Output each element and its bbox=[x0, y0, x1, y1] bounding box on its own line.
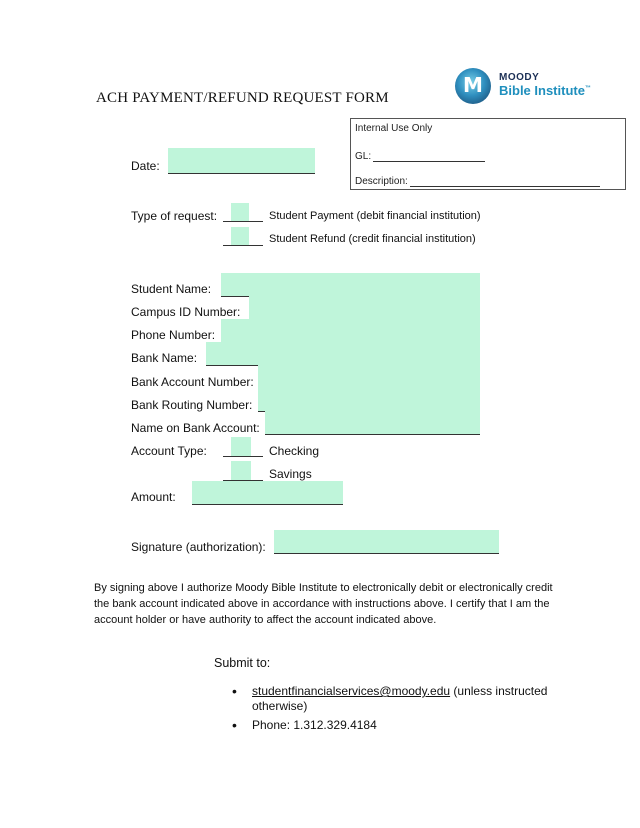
moody-logo bbox=[455, 68, 595, 106]
bank-name-label: Bank Name: bbox=[131, 351, 198, 365]
form-title: ACH PAYMENT/REFUND REQUEST FORM bbox=[96, 90, 389, 106]
description-field[interactable] bbox=[410, 177, 600, 187]
logo-letter: M bbox=[463, 73, 483, 97]
date-input[interactable] bbox=[168, 148, 315, 174]
savings-checkbox[interactable] bbox=[231, 461, 251, 480]
student-name-label: Student Name: bbox=[131, 282, 212, 296]
internal-use-heading: Internal Use Only bbox=[355, 123, 433, 134]
student-refund-label: Student Refund (credit financial institution) bbox=[269, 233, 476, 245]
description-row bbox=[355, 176, 600, 187]
list-item bbox=[232, 684, 562, 714]
signature-label: Signature (authorization): bbox=[131, 540, 266, 554]
description-label: Description: bbox=[355, 176, 408, 187]
student-refund-checkbox[interactable] bbox=[231, 227, 249, 245]
phone-input[interactable] bbox=[221, 319, 480, 343]
checking-label: Checking bbox=[269, 444, 320, 458]
student-refund-line bbox=[223, 245, 263, 246]
email-link[interactable]: studentfinancialservices@moody.edu bbox=[252, 684, 451, 698]
savings-label: Savings bbox=[269, 467, 312, 481]
logo-line1: MOODY bbox=[499, 72, 540, 83]
checking-line bbox=[223, 456, 263, 457]
bank-name-input[interactable] bbox=[206, 342, 480, 366]
type-of-request-label: Type of request: bbox=[131, 209, 218, 223]
bank-account-input[interactable] bbox=[258, 365, 480, 389]
account-type-label: Account Type: bbox=[131, 444, 207, 458]
gl-field[interactable] bbox=[373, 152, 485, 162]
internal-use-box bbox=[350, 118, 626, 190]
bank-account-label: Bank Account Number: bbox=[131, 375, 254, 389]
student-payment-line bbox=[223, 221, 263, 222]
email-note: (unless instructed otherwise) bbox=[252, 684, 548, 713]
authorization-text: By signing above I authorize Moody Bible Institute to electronically debit or electronically credit the bank account indicated above in accordance with instructions above. I certify that I am the account holder or have authority to affect the account indicated above. bbox=[94, 582, 553, 626]
student-name-input[interactable] bbox=[221, 273, 480, 297]
gl-row bbox=[355, 151, 485, 162]
name-on-account-label: Name on Bank Account: bbox=[131, 421, 260, 435]
routing-label: Bank Routing Number: bbox=[131, 398, 253, 412]
checking-checkbox[interactable] bbox=[231, 437, 251, 456]
phone-label: Phone Number: bbox=[131, 328, 216, 342]
date-label: Date: bbox=[131, 159, 160, 173]
phone-number: Phone: 1.312.329.4184 bbox=[252, 718, 377, 732]
logo-line2: Bible Institute™ bbox=[499, 83, 591, 98]
student-payment-label: Student Payment (debit financial institution) bbox=[269, 210, 481, 222]
gl-label: GL: bbox=[355, 151, 372, 162]
submit-heading: Submit to: bbox=[214, 656, 271, 670]
signature-input[interactable] bbox=[274, 530, 499, 554]
student-payment-checkbox[interactable] bbox=[231, 203, 249, 221]
amount-input[interactable] bbox=[192, 481, 343, 505]
amount-label: Amount: bbox=[131, 490, 176, 504]
list-item bbox=[232, 718, 562, 733]
submit-list bbox=[232, 684, 562, 737]
name-on-account-input[interactable] bbox=[265, 411, 480, 435]
campus-id-input[interactable] bbox=[249, 296, 480, 320]
routing-input[interactable] bbox=[258, 388, 480, 412]
campus-id-label: Campus ID Number: bbox=[131, 305, 241, 319]
